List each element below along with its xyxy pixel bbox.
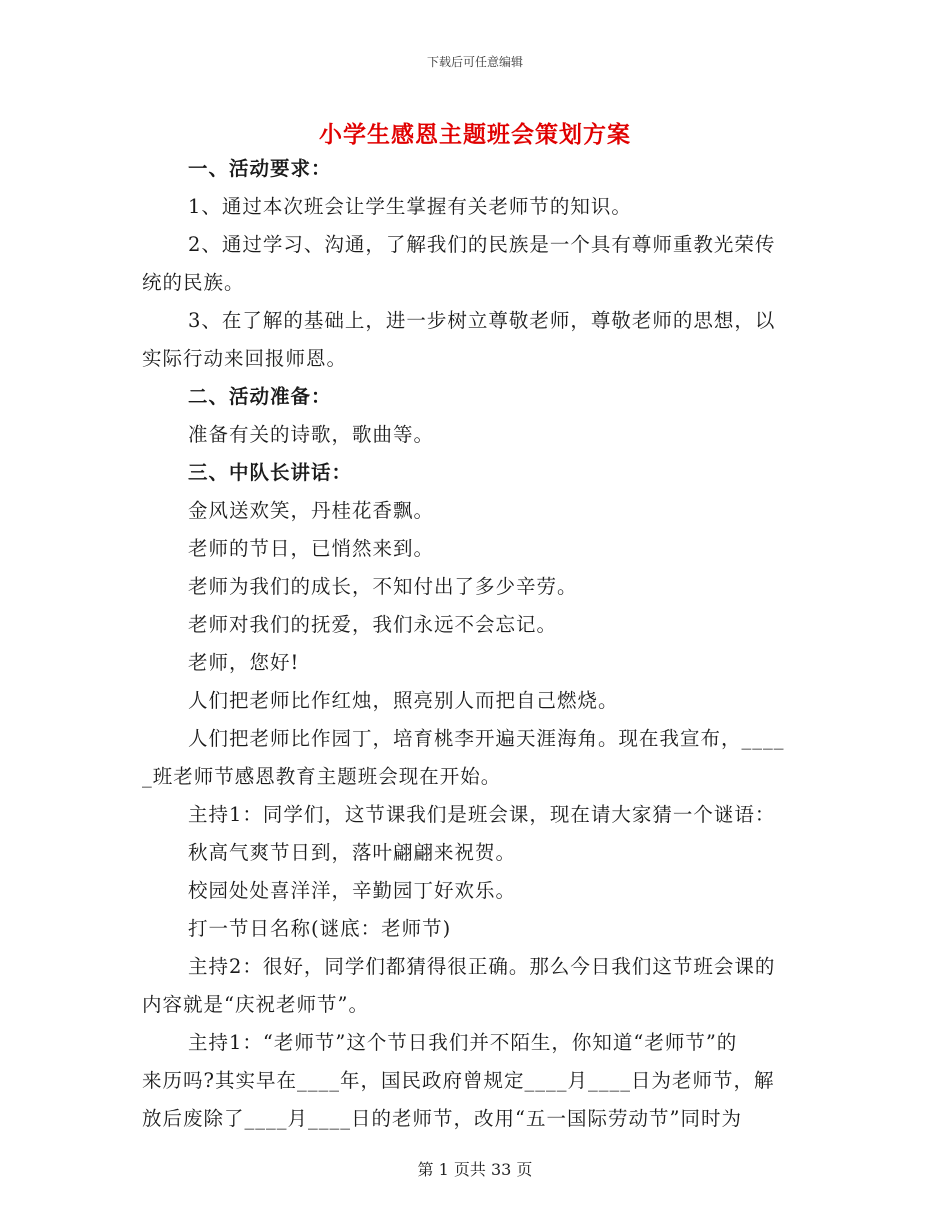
section-heading: 三、中队长讲话： <box>188 461 353 484</box>
document-title: 小学生感恩主题班会策划方案 <box>319 122 631 148</box>
paragraph-line: 来历吗?其实早在____年，国民政府曾规定____月____日为老师节，解 <box>142 1069 775 1092</box>
document-body <box>142 150 812 1138</box>
paragraph-line: 1、通过本次班会让学生掌握有关老师节的知识。 <box>188 195 632 218</box>
paragraph-line: 老师为我们的成长，不知付出了多少辛劳。 <box>188 575 578 598</box>
page-header: 下载后可任意编辑 <box>426 55 523 69</box>
paragraph-line: 金风送欢笑，丹桂花香飘。 <box>188 499 435 522</box>
paragraph-line: 主持1：“老师节”这个节日我们并不陌生，你知道“老师节”的 <box>188 1031 738 1054</box>
paragraph-line: 3、在了解的基础上，进一步树立尊敬老师，尊敬老师的思想，以 <box>188 309 776 332</box>
paragraph-line: 人们把老师比作园丁，培育桃李开遍天涯海角。现在我宣布，____ <box>188 727 785 750</box>
paragraph-line: 打一节日名称(谜底：老师节) <box>188 917 452 940</box>
paragraph-line: 老师的节日，已悄然来到。 <box>188 537 435 560</box>
paragraph-line: 校园处处喜洋洋，辛勤园丁好欢乐。 <box>188 879 517 902</box>
paragraph-line: 实际行动来回报师恩。 <box>142 347 348 370</box>
page-footer: 第 1 页共 33 页 <box>417 1160 533 1179</box>
paragraph-line: 秋高气爽节日到，落叶翩翩来祝贺。 <box>188 841 517 864</box>
paragraph-line: 放后废除了____月____日的老师节，改用“五一国际劳动节”同时为 <box>142 1107 742 1130</box>
section-heading: 二、活动准备： <box>188 385 332 408</box>
paragraph-line: 主持1：同学们，这节课我们是班会课，现在请大家猜一个谜语： <box>188 803 776 826</box>
paragraph-line: 统的民族。 <box>142 271 245 294</box>
paragraph-line: 内容就是“庆祝老师节”。 <box>142 993 369 1016</box>
paragraph-line: _班老师节感恩教育主题班会现在开始。 <box>142 765 502 788</box>
paragraph-line: 老师，您好! <box>188 651 300 674</box>
paragraph-line: 老师对我们的抚爱，我们永远不会忘记。 <box>188 613 558 636</box>
paragraph-line: 准备有关的诗歌，歌曲等。 <box>188 423 435 446</box>
paragraph-line: 主持2：很好，同学们都猜得很正确。那么今日我们这节班会课的 <box>188 955 776 978</box>
paragraph-line: 2、通过学习、沟通，了解我们的民族是一个具有尊师重教光荣传 <box>188 233 776 256</box>
paragraph-line: 人们把老师比作红烛，照亮别人而把自己燃烧。 <box>188 689 619 712</box>
section-heading: 一、活动要求： <box>188 157 332 180</box>
